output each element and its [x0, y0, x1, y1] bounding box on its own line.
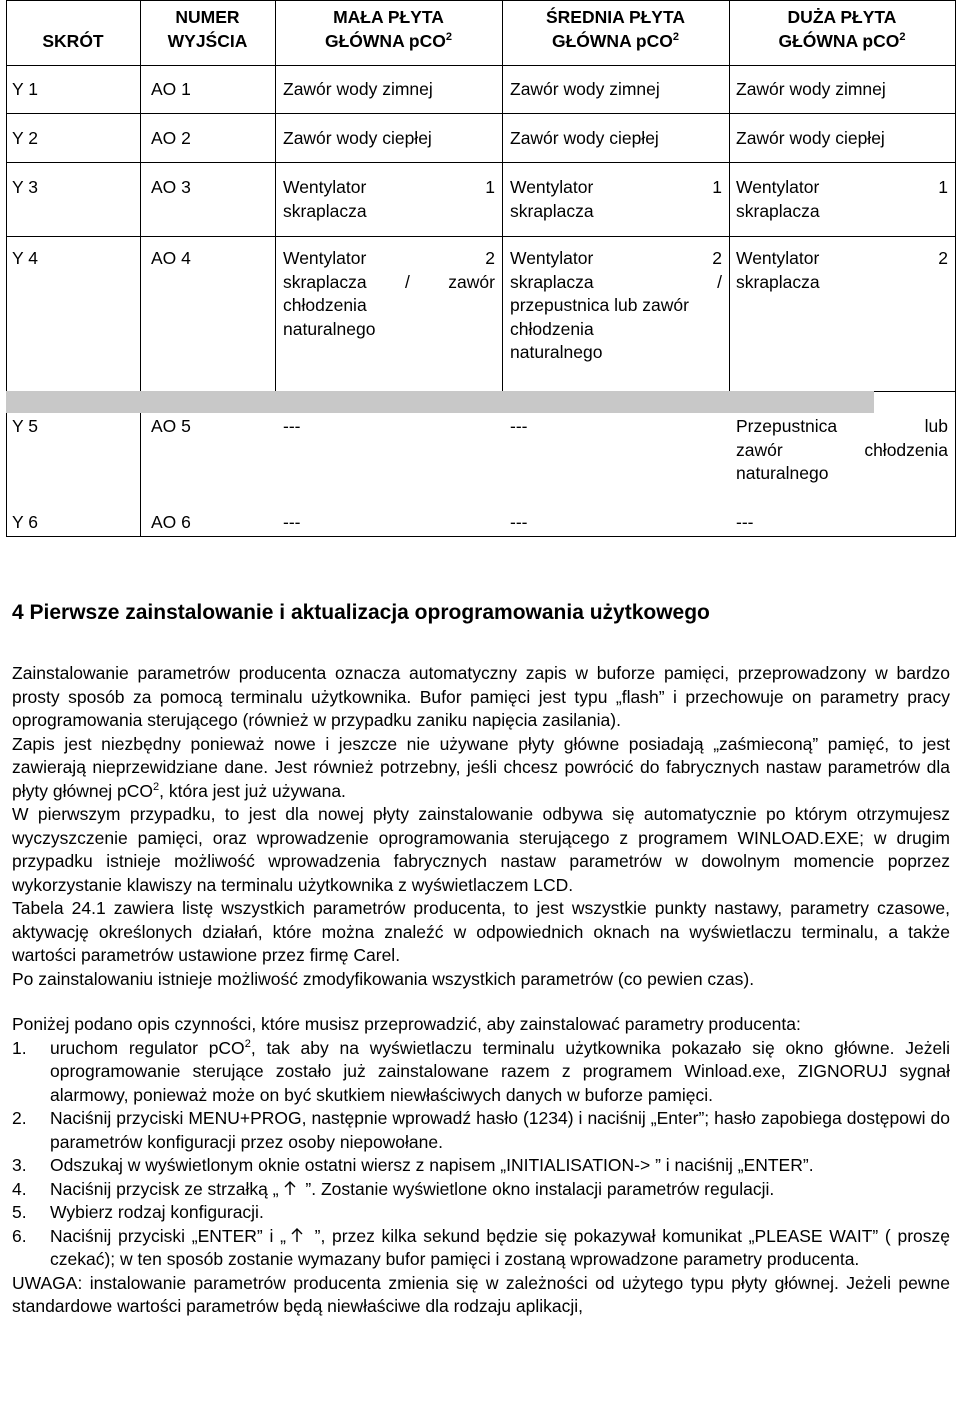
cell-medium: Wentylator 2 skraplacza / przepustnica lub zawór chłodzenia naturalnego: [510, 248, 722, 362]
list-item: 2. Naciśnij przyciski MENU+PROG, następnie wprowadź hasło (1234) i naciśnij „Enter”; hasło zapobiega dostępowi do parametrów konfiguracji przez osoby niepowołane.: [12, 1108, 950, 1152]
list-item: 5. Wybierz rodzaj konfiguracji.: [12, 1202, 264, 1222]
note-paragraph: UWAGA: instalowanie parametrów producenta zmienia się w zależności od użytego typu płyty głównej. Jeżeli pewne standardowe wartości parametrów będą niewłaściwe dla rodzaju aplikacji,: [12, 1272, 950, 1316]
list-item: 1. uruchom regulator pCO$^2$, tak aby na wyświetlaczu terminalu użytkownika pokazało się okno główne. Jeżeli oprogramowanie sterujące zostało już zainstalowane razem z programem Winload.exe, ZIGNORUJ sygnał alarmowy, ponieważ może on być skutkiem niewłaściwych danych w buforze pamięci.: [12, 1037, 950, 1105]
paragraph: Po zainstalowaniu istnieje możliwość zmodyfikowania wszystkich parametrów (co pewien czas).: [12, 968, 755, 989]
list-item: 6. Naciśnij przyciski „ENTER” i „ ”, przez kilka sekund będzie się pokazywał komunikat „PLEASE WAIT” ( proszę czekać); w ten sposób zostanie wymazany bufor pamięci i zostaną wprowadzone parametry producenta.: [12, 1225, 951, 1269]
cell-small: ---: [283, 512, 301, 532]
header-code: SKRÓT: [42, 31, 104, 51]
section-heading: 4 Pierwsze zainstalowanie i aktualizacja oprogramowania użytkowego: [12, 601, 710, 624]
paragraph: Tabela 24.1 zawiera listę wszystkich parametrów producenta, to jest wszystkie punkty nastawy, parametry czasowe, aktywację określonych działań, które można znaleźć w odpowiednich oknach na wyświetlaczu terminalu, a także wartości parametrów ustawione przez firmę Carel.: [12, 898, 950, 965]
row-code: Y 6: [12, 512, 38, 532]
row-code: Y 4: [12, 248, 38, 268]
paragraph: Poniżej podano opis czynności, które musisz przeprowadzić, aby zainstalować parametry producenta:: [12, 1014, 801, 1034]
row-output: AO 5: [151, 416, 191, 436]
paragraph: Zainstalowanie parametrów producenta oznacza automatyczny zapis w buforze pamięci, przeprowadzony w bardzo prosty sposób za pomocą terminalu użytkownika. Bufor pamięci jest typu „flash” i przechowuje on parametry pracy oprogramowania sterującego (również w przypadku zaniku napięcia zasilania).: [12, 663, 950, 730]
outputs-table: [6, 0, 956, 537]
steps-list: [12, 1037, 950, 1272]
cell-small: Wentylator 2 skraplacza / zawór chłodzenia naturalnego: [283, 248, 495, 339]
header-output: NUMER WYJŚCIA: [167, 7, 248, 51]
shaded-separator: [6, 391, 874, 413]
cell-large: Zawór wody ciepłej: [736, 128, 885, 148]
cell-large: Przepustnica lub zawór chłodzenia naturalnego: [736, 416, 948, 483]
cell-large: Zawór wody zimnej: [736, 79, 886, 99]
document-body: [12, 600, 950, 1319]
cell-small: Zawór wody ciepłej: [283, 128, 432, 148]
cell-large: ---: [736, 512, 754, 532]
cell-medium: Zawór wody zimnej: [510, 79, 660, 99]
cell-large: Wentylator 2 skraplacza: [736, 248, 948, 292]
cell-small: Wentylator 1 skraplacza: [283, 177, 495, 221]
list-item: 3. Odszukaj w wyświetlonym oknie ostatni wiersz z napisem „INITIALISATION-> ” i naciśnij „ENTER”.: [12, 1155, 814, 1175]
cell-large: Wentylator 1 skraplacza: [736, 177, 948, 221]
cell-medium: Zawór wody ciepłej: [510, 128, 659, 148]
header-large-board: DUŻA PŁYTA GŁÓWNA pCO$^2$: [778, 7, 906, 51]
list-item: 4. Naciśnij przycisk ze strzałką „ ”. Zostanie wyświetlone okno instalacji parametrów regulacji.: [12, 1178, 775, 1199]
cell-small: Zawór wody zimnej: [283, 79, 433, 99]
header-small-board: MAŁA PŁYTA GŁÓWNA pCO$^2$: [325, 7, 452, 51]
row-code: Y 5: [12, 416, 38, 436]
cell-small: ---: [283, 416, 301, 436]
row-output: AO 2: [151, 128, 191, 148]
row-code: Y 2: [12, 128, 38, 148]
cell-medium: ---: [510, 416, 528, 436]
header-medium-board: ŚREDNIA PŁYTA GŁÓWNA pCO$^2$: [545, 7, 686, 51]
cell-medium: Wentylator 1 skraplacza: [510, 177, 722, 221]
row-output: AO 4: [151, 248, 191, 268]
paragraph: W pierwszym przypadku, to jest dla nowej płyty zainstalowanie odbywa się automatycznie po którym otrzymujesz wyczyszczenie pamięci, oraz wprowadzenie oprogramowania sterującego z programem WINLOAD.EXE; w drugim przypadku istnieje możliwość wprowadzenia fabrycznych nastaw parametrów w dowolnym momencie poprzez wykorzystanie klawiszy na terminalu użytkownika z wyświetlaczem LCD.: [12, 804, 950, 895]
row-code: Y 1: [12, 79, 38, 99]
paragraph: Zapis jest niezbędny ponieważ nowe i jeszcze nie używane płyty główne posiadają „zaśmieconą” pamięć, to jest zawierają nieprzewidziane dane. Jest również potrzebny, jeśli chcesz powrócić do fabrycznych nastaw parametrów dla płyty głównej pCO$^2$, która jest już używana.: [12, 733, 950, 801]
up-arrow-icon: [286, 1227, 308, 1243]
row-output: AO 6: [151, 512, 191, 532]
row-output: AO 1: [151, 79, 191, 99]
up-arrow-icon: [279, 1180, 301, 1196]
row-code: Y 3: [12, 177, 38, 197]
row-output: AO 3: [151, 177, 191, 197]
cell-medium: ---: [510, 512, 528, 532]
